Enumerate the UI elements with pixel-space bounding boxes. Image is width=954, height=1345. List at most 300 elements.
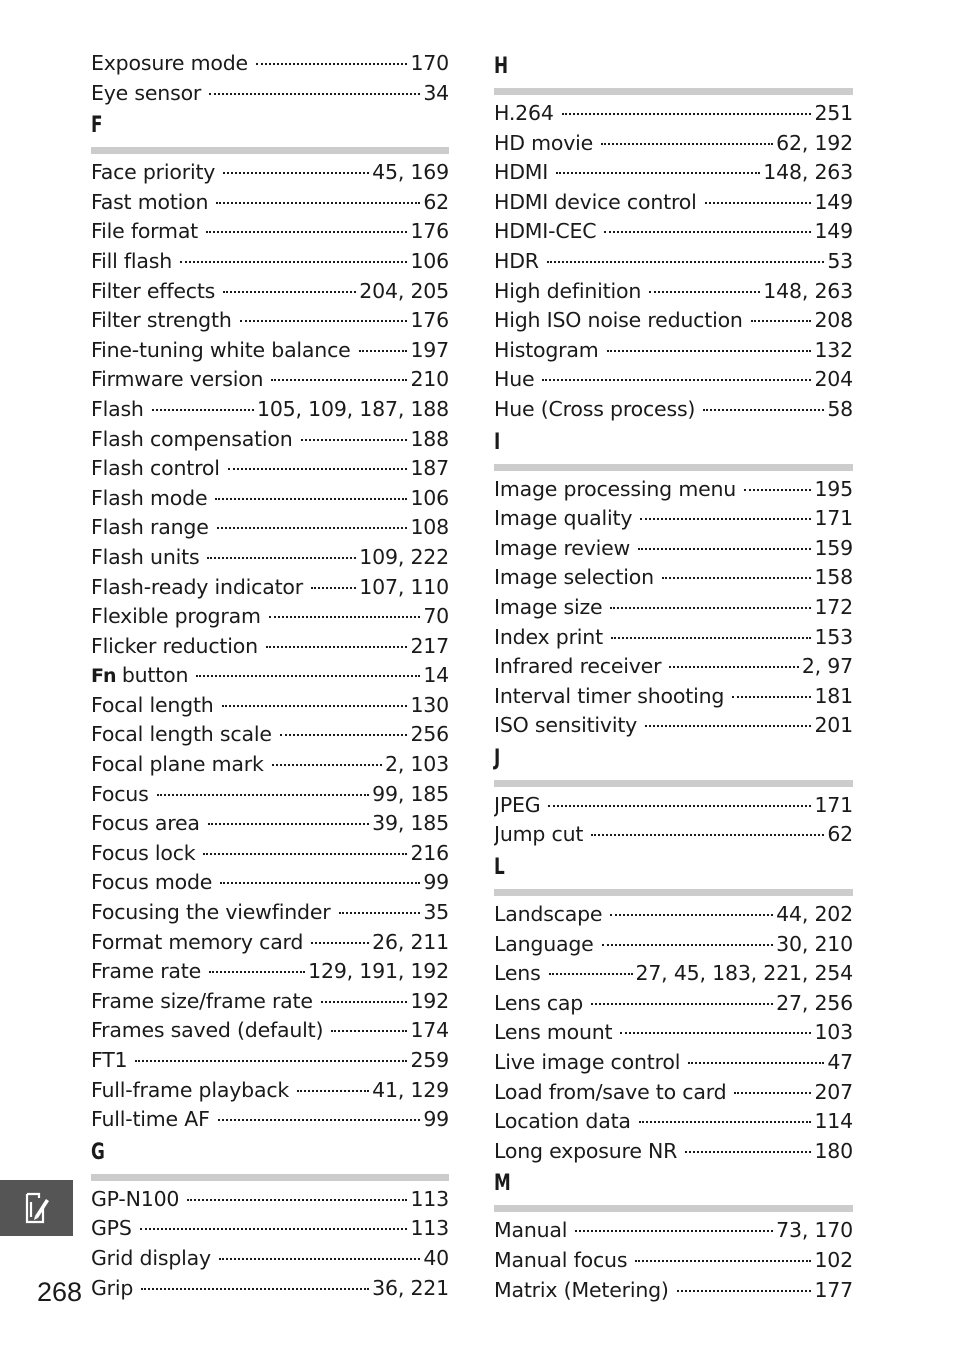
- index-entry: [494, 99, 853, 129]
- index-pages: 148, 263: [763, 160, 853, 185]
- dot-leader: [575, 1230, 773, 1232]
- index-entry: [494, 1137, 853, 1167]
- index-term: [91, 188, 208, 218]
- index-term-text: Hue: [494, 367, 535, 392]
- section-divider: [494, 464, 853, 471]
- index-column-right: [494, 49, 853, 1305]
- index-term-text: Flash range: [91, 515, 209, 540]
- index-pages: 201: [814, 713, 853, 738]
- index-entry: [91, 336, 449, 366]
- index-pages: 207: [814, 1079, 853, 1104]
- index-term: [91, 1185, 179, 1215]
- index-pages: 197: [410, 337, 449, 362]
- index-term: [91, 79, 201, 109]
- index-term: [91, 928, 303, 958]
- index-term-text: Landscape: [494, 902, 603, 927]
- index-term-text: HDR: [494, 248, 539, 273]
- dot-leader: [703, 409, 824, 411]
- index-term: [494, 1276, 669, 1306]
- dot-leader: [359, 350, 408, 352]
- index-entry: [91, 1214, 449, 1244]
- index-term: [494, 306, 743, 336]
- dot-leader: [604, 231, 811, 233]
- dot-leader: [548, 805, 811, 807]
- index-term: [494, 1078, 726, 1108]
- index-term: [494, 652, 661, 682]
- dot-leader: [223, 172, 369, 174]
- index-pages: 99: [423, 1107, 449, 1132]
- dot-leader: [620, 1032, 811, 1034]
- dot-leader: [640, 518, 811, 520]
- index-pages: 34: [423, 80, 449, 105]
- index-entry: [494, 959, 853, 989]
- index-term: [494, 959, 541, 989]
- index-term: [91, 868, 212, 898]
- dot-leader: [547, 261, 824, 263]
- index-pages: 30, 210: [776, 931, 853, 956]
- index-term: [91, 780, 149, 810]
- index-term: [91, 365, 263, 395]
- index-pages: 53: [827, 248, 853, 273]
- index-term: [494, 247, 539, 277]
- index-term-text: Hue (Cross process): [494, 396, 696, 421]
- index-term: [494, 791, 540, 821]
- index-term: [91, 720, 272, 750]
- index-entry: [494, 900, 853, 930]
- index-column-left: [91, 49, 449, 1303]
- dot-leader: [635, 1260, 811, 1262]
- index-term: [91, 839, 195, 869]
- dot-leader: [638, 548, 811, 550]
- index-entry: [91, 839, 449, 869]
- dot-leader: [240, 320, 408, 322]
- index-entry: [494, 563, 853, 593]
- index-pages: 102: [814, 1248, 853, 1272]
- dot-leader: [266, 646, 408, 648]
- index-entry: [91, 661, 449, 691]
- index-term: [91, 957, 201, 987]
- dot-leader: [339, 912, 421, 914]
- index-term: [494, 365, 534, 395]
- dot-leader: [591, 834, 824, 836]
- index-entry: [91, 79, 449, 109]
- index-term-text: H.264: [494, 101, 554, 125]
- index-term: [494, 395, 695, 425]
- index-entry: [91, 957, 449, 987]
- index-entry: [494, 534, 853, 564]
- index-term: [494, 475, 736, 505]
- index-pages: 149: [814, 189, 853, 214]
- index-entry: [91, 1046, 449, 1076]
- index-term: [494, 989, 583, 1019]
- index-term: [494, 593, 602, 623]
- index-pages: 216: [410, 840, 449, 865]
- index-pages: 153: [814, 624, 853, 649]
- index-entry: [91, 780, 449, 810]
- pen-on-notepad-icon: [24, 1190, 50, 1226]
- index-term: [91, 1244, 211, 1274]
- index-term-text: Focus lock: [91, 840, 196, 865]
- index-term-text: Lens: [494, 961, 541, 986]
- index-entry: [494, 930, 853, 960]
- dot-leader: [217, 527, 408, 529]
- index-entry: [91, 1274, 449, 1304]
- index-term: [494, 820, 583, 850]
- fn-button-label: Fn: [91, 665, 116, 688]
- index-term: [91, 632, 258, 662]
- index-pages: 130: [410, 692, 449, 717]
- index-term-text: Flicker reduction: [91, 633, 258, 658]
- index-entry: [91, 543, 449, 573]
- index-term-text: GPS: [91, 1216, 132, 1241]
- index-term: [494, 99, 554, 129]
- section-divider: [494, 88, 853, 95]
- dot-leader: [685, 1151, 811, 1153]
- index-entry: [91, 395, 449, 425]
- index-entry: [494, 1246, 853, 1276]
- index-term-text: Focus area: [91, 811, 200, 836]
- dot-leader: [662, 577, 812, 579]
- index-pages: 62, 192: [776, 130, 853, 155]
- index-pages: 180: [814, 1138, 853, 1163]
- section-letter: I: [494, 429, 501, 455]
- index-term: [494, 188, 697, 218]
- index-pages: 27, 45, 183, 221, 254: [635, 961, 853, 986]
- index-term-text: Frame rate: [91, 959, 202, 984]
- index-entry: [494, 1078, 853, 1108]
- dot-leader: [321, 1001, 408, 1003]
- index-term-text: Focal plane mark: [91, 752, 264, 777]
- index-pages: 40: [423, 1245, 449, 1270]
- dot-leader: [209, 93, 420, 95]
- index-term-text: Manual focus: [494, 1248, 628, 1272]
- index-term: [91, 543, 199, 573]
- index-term: [91, 1274, 133, 1304]
- index-term: [494, 336, 599, 366]
- dot-leader: [611, 637, 812, 639]
- index-term: [494, 504, 632, 534]
- index-entry: [494, 129, 853, 159]
- index-entry: [494, 247, 853, 277]
- index-term-text: Focus: [91, 781, 149, 806]
- index-pages: 210: [410, 367, 449, 392]
- dot-leader: [135, 1060, 407, 1062]
- index-pages: 70: [423, 604, 449, 629]
- dot-leader: [141, 1288, 369, 1290]
- index-term-text: Focal length: [91, 692, 214, 717]
- index-entry: [91, 306, 449, 336]
- index-pages: 176: [410, 219, 449, 244]
- index-term: [91, 395, 144, 425]
- index-entry: [91, 49, 449, 79]
- index-term-text: Image size: [494, 594, 603, 619]
- index-pages: 170: [410, 51, 449, 75]
- dot-leader: [152, 409, 254, 411]
- index-entry: [91, 602, 449, 632]
- index-term: [494, 129, 593, 159]
- dot-leader: [751, 320, 812, 322]
- index-pages: 35: [423, 900, 449, 925]
- index-entry: [494, 791, 853, 821]
- dot-leader: [734, 1092, 811, 1094]
- index-term: [91, 691, 214, 721]
- dot-leader: [556, 172, 760, 174]
- index-term-text: Firmware version: [91, 367, 264, 392]
- dot-leader: [157, 794, 370, 796]
- index-entry: [91, 1105, 449, 1135]
- index-pages: 105, 109, 187, 188: [256, 396, 449, 421]
- index-term-text: Grip: [91, 1275, 134, 1300]
- section-letter: M: [494, 1171, 511, 1197]
- dot-leader: [269, 616, 421, 618]
- index-entry: [91, 1244, 449, 1274]
- dot-leader: [203, 853, 407, 855]
- index-pages: 176: [410, 308, 449, 333]
- page-number: 268: [37, 1277, 83, 1307]
- index-pages: 256: [410, 722, 449, 747]
- index-term: [91, 987, 313, 1017]
- index-term-text: FT1: [91, 1048, 128, 1072]
- dot-leader: [732, 696, 811, 698]
- index-term-text: ISO sensitivity: [494, 713, 638, 738]
- section-divider: [91, 147, 449, 154]
- index-entry: [494, 395, 853, 425]
- section-letter: G: [91, 1139, 105, 1165]
- index-entry: [91, 158, 449, 188]
- index-term-text: Flash-ready indicator: [91, 574, 303, 599]
- index-term: [494, 623, 603, 653]
- index-pages: 58: [827, 396, 853, 421]
- index-term-text: JPEG: [494, 792, 541, 817]
- index-term-text: Filter effects: [91, 278, 216, 303]
- index-entry: [494, 1048, 853, 1078]
- index-entry: [494, 365, 853, 395]
- index-term-text: Format memory card: [91, 929, 304, 954]
- index-pages: 158: [814, 565, 853, 590]
- index-pages: 129, 191, 192: [308, 959, 449, 984]
- dot-leader: [222, 705, 408, 707]
- dot-leader: [610, 914, 773, 916]
- index-entry: [494, 188, 853, 218]
- index-term-text: Flexible program: [91, 604, 261, 629]
- index-entry: [494, 820, 853, 850]
- index-term-text: Exposure mode: [91, 51, 248, 75]
- index-entry: [91, 454, 449, 484]
- dot-leader: [744, 489, 811, 491]
- section-letter: H: [494, 54, 509, 79]
- dot-leader: [639, 1121, 812, 1123]
- index-pages: 192: [410, 988, 449, 1013]
- dot-leader: [216, 202, 420, 204]
- index-entry: [91, 513, 449, 543]
- dot-leader: [607, 350, 812, 352]
- index-pages: 109, 222: [359, 544, 449, 569]
- dot-leader: [602, 944, 774, 946]
- index-pages: 188: [410, 426, 449, 451]
- dot-leader: [207, 557, 356, 559]
- index-entry: [91, 987, 449, 1017]
- index-entry: [91, 928, 449, 958]
- index-term-text: Image processing menu: [494, 476, 737, 501]
- index-term-text: HDMI device control: [494, 189, 697, 214]
- index-entry: [91, 898, 449, 928]
- index-term-text: High ISO noise reduction: [494, 308, 743, 333]
- dot-leader: [228, 468, 408, 470]
- index-term-text: Focus mode: [91, 870, 213, 895]
- index-entry: [91, 691, 449, 721]
- dot-leader: [591, 1003, 773, 1005]
- index-term: [91, 809, 200, 839]
- index-term: [91, 306, 232, 336]
- index-term-text: Load from/save to card: [494, 1079, 727, 1104]
- index-pages: 114: [814, 1109, 853, 1134]
- index-pages: 107, 110: [359, 574, 449, 599]
- index-term-text: Image quality: [494, 506, 633, 531]
- index-term: [91, 750, 264, 780]
- index-entry: [494, 217, 853, 247]
- dot-leader: [272, 764, 382, 766]
- index-pages: 259: [410, 1048, 449, 1072]
- index-entry: [494, 158, 853, 188]
- index-pages: 2, 103: [384, 752, 449, 777]
- index-pages: 181: [814, 683, 853, 708]
- index-entry: [91, 809, 449, 839]
- index-pages: 106: [410, 485, 449, 510]
- index-entry: [494, 475, 853, 505]
- index-pages: 208: [814, 308, 853, 333]
- dot-leader: [297, 1090, 369, 1092]
- index-term: [91, 277, 215, 307]
- index-term: [494, 682, 724, 712]
- dot-leader: [649, 291, 760, 293]
- index-term: [91, 1214, 132, 1244]
- index-term-text: Location data: [494, 1109, 631, 1134]
- index-term-text: Lens mount: [494, 1020, 613, 1045]
- index-term-text: Flash control: [91, 456, 220, 481]
- index-term-text: Matrix (Metering): [494, 1277, 669, 1302]
- index-term: [91, 425, 293, 455]
- index-term-text: Fill flash: [91, 248, 173, 273]
- index-entry: [91, 750, 449, 780]
- dot-leader: [206, 231, 407, 233]
- dot-leader: [677, 1290, 812, 1292]
- section-divider: [494, 889, 853, 896]
- index-term-text: Flash: [91, 396, 144, 421]
- index-term-text: Full-frame playback: [91, 1077, 290, 1102]
- index-term: [91, 1016, 323, 1046]
- index-pages: 177: [814, 1277, 853, 1302]
- index-term-text: Flash compensation: [91, 426, 293, 451]
- index-entry: [494, 277, 853, 307]
- dot-leader: [208, 823, 369, 825]
- index-term-text: Jump cut: [494, 822, 584, 847]
- dot-leader: [542, 379, 811, 381]
- index-term-text: Image selection: [494, 565, 654, 590]
- index-term-text: Frame size/frame rate: [91, 988, 313, 1013]
- dot-leader: [331, 1030, 407, 1032]
- index-entry: [91, 1185, 449, 1215]
- index-term: [494, 277, 641, 307]
- index-term-text: HDMI-CEC: [494, 219, 597, 244]
- section-divider: [91, 1174, 449, 1181]
- index-pages: 14: [423, 663, 449, 688]
- index-entry: [91, 277, 449, 307]
- index-entry: [91, 425, 449, 455]
- dot-leader: [601, 143, 773, 145]
- index-term: [91, 1105, 210, 1135]
- dot-leader: [220, 882, 420, 884]
- index-term-text: HDMI: [494, 160, 549, 185]
- index-term: [494, 930, 594, 960]
- dot-leader: [187, 1199, 407, 1201]
- index-term: [91, 1046, 127, 1076]
- index-term: [494, 1137, 677, 1167]
- index-entry: [494, 1107, 853, 1137]
- index-term-text: Flash mode: [91, 485, 208, 510]
- index-term-text: High definition: [494, 278, 642, 303]
- index-term: [91, 661, 188, 691]
- dot-leader: [215, 498, 407, 500]
- index-pages: 2, 97: [801, 654, 853, 679]
- index-pages: 47: [827, 1050, 853, 1075]
- index-term: [494, 158, 548, 188]
- index-pages: 171: [814, 792, 853, 817]
- index-term-text: Full-time AF: [91, 1107, 210, 1132]
- index-pages: 171: [814, 506, 853, 531]
- index-entry: [91, 1016, 449, 1046]
- dot-leader: [218, 1119, 421, 1121]
- index-term-text: Image review: [494, 535, 631, 560]
- section-letter: J: [494, 745, 501, 771]
- index-entry: [494, 593, 853, 623]
- index-entry: [91, 484, 449, 514]
- dot-leader: [301, 439, 408, 441]
- dot-leader: [311, 942, 369, 944]
- index-term-text: Eye sensor: [91, 80, 202, 105]
- index-term-text: Grid display: [91, 1245, 211, 1270]
- index-term: [494, 1246, 627, 1276]
- index-term-text: Focal length scale: [91, 722, 272, 747]
- index-pages: 113: [410, 1186, 449, 1211]
- dot-leader: [705, 202, 812, 204]
- index-pages: 159: [814, 535, 853, 560]
- index-pages: 251: [814, 101, 853, 125]
- index-term: [494, 1018, 612, 1048]
- index-term: [494, 1107, 631, 1137]
- index-term-text: Focusing the viewfinder: [91, 900, 331, 925]
- index-pages: 103: [814, 1020, 853, 1045]
- index-term: [494, 711, 637, 741]
- index-term: [91, 513, 209, 543]
- index-pages: 73, 170: [776, 1218, 853, 1243]
- index-pages: 217: [410, 633, 449, 658]
- index-term: [91, 573, 303, 603]
- dot-leader: [645, 725, 811, 727]
- index-pages: 99: [423, 870, 449, 895]
- dot-leader: [610, 607, 811, 609]
- index-pages: 113: [410, 1216, 449, 1241]
- index-pages: 45, 169: [372, 160, 449, 185]
- index-term: [494, 534, 630, 564]
- index-pages: 148, 263: [763, 278, 853, 303]
- index-entry: [91, 632, 449, 662]
- section-divider: [494, 780, 853, 787]
- index-entry: [91, 573, 449, 603]
- index-term: [494, 900, 602, 930]
- dot-leader: [223, 291, 356, 293]
- index-term-text: Filter strength: [91, 308, 232, 333]
- dot-leader: [669, 666, 799, 668]
